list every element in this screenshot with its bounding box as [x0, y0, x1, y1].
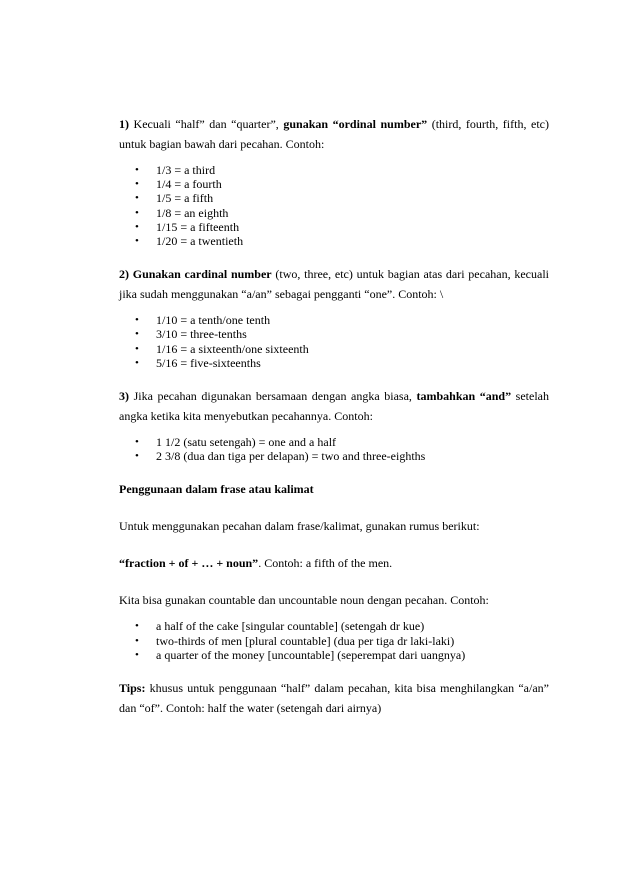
list-item: • a half of the cake [singular countable] (setengah dr kue) [119, 619, 549, 633]
list-item: • 2 3/8 (dua dan tiga per delapan) = two and three-eighths [119, 449, 549, 463]
section-heading: Penggunaan dalam frase atau kalimat [119, 482, 314, 497]
countable-text: Kita bisa gunakan countable dan uncountable noun dengan pecahan. Contoh: [119, 593, 489, 608]
list-item: • 1/20 = a twentieth [119, 234, 549, 248]
section-2-text: (two, three, etc) untuk bagian atas dari pecahan, kecuali jika sudah menggunakan “a/an” sebagai pengganti “one”. Contoh: \ [119, 267, 549, 302]
section-2-paragraph [119, 264, 549, 304]
list-item: • 5/16 = five-sixteenths [119, 356, 549, 370]
section-1-paragraph [119, 114, 549, 154]
list-item: • 1/15 = a fifteenth [119, 220, 549, 234]
section-1-bold: gunakan “ordinal number” [283, 117, 428, 131]
list-item: • 1 1/2 (satu setengah) = one and a half [119, 435, 549, 449]
list-item: • 1/8 = an eighth [119, 206, 549, 220]
document-page [119, 114, 549, 727]
list-item: • 1/16 = a sixteenth/one sixteenth [119, 342, 549, 356]
formula-bold: “fraction + of + … + noun” [119, 556, 259, 571]
section-3-text-a: Jika pecahan digunakan bersamaan dengan angka biasa, [129, 389, 417, 404]
list-item: • 1/3 = a third [119, 163, 549, 177]
list-item: • 1/5 = a fifth [119, 191, 549, 205]
countable-list [119, 619, 549, 662]
section-3-list [119, 435, 549, 463]
tips-label: Tips: [119, 681, 146, 696]
section-1-number: 1) [119, 117, 129, 131]
section-2-list [119, 313, 549, 370]
section-2-bold: 2) Gunakan cardinal number [119, 267, 272, 282]
formula-line [119, 553, 549, 573]
intro-text: Untuk menggunakan pecahan dalam frase/kalimat, gunakan rumus berikut: [119, 519, 480, 534]
tips-paragraph [119, 678, 549, 718]
section-3-number: 3) [119, 389, 129, 404]
section-3-bold: tambahkan “and” [416, 389, 512, 404]
section-3-paragraph [119, 386, 549, 426]
section-1-text-b: (third, fourth, fifth, etc) untuk bagian bawah dari pecahan. Contoh: [119, 117, 549, 151]
section-1-list [119, 163, 549, 248]
section-3-text-b: setelah angka ketika kita menyebutkan pecahannya. Contoh: [119, 389, 549, 424]
section-1-text-a: Kecuali “half” dan “quarter”, [129, 117, 284, 131]
list-item: • 1/4 = a fourth [119, 177, 549, 191]
formula-text: . Contoh: a fifth of the men. [258, 556, 393, 571]
list-item: • two-thirds of men [plural countable] (dua per tiga dr laki-laki) [119, 634, 549, 648]
list-item: • 3/10 = three-tenths [119, 327, 549, 341]
list-item: • a quarter of the money [uncountable] (seperempat dari uangnya) [119, 648, 549, 662]
list-item: • 1/10 = a tenth/one tenth [119, 313, 549, 327]
tips-text: khusus untuk penggunaan “half” dalam pecahan, kita bisa menghilangkan “a/an” dan “of”. Contoh: half the water (setengah dari airnya) [119, 681, 549, 716]
